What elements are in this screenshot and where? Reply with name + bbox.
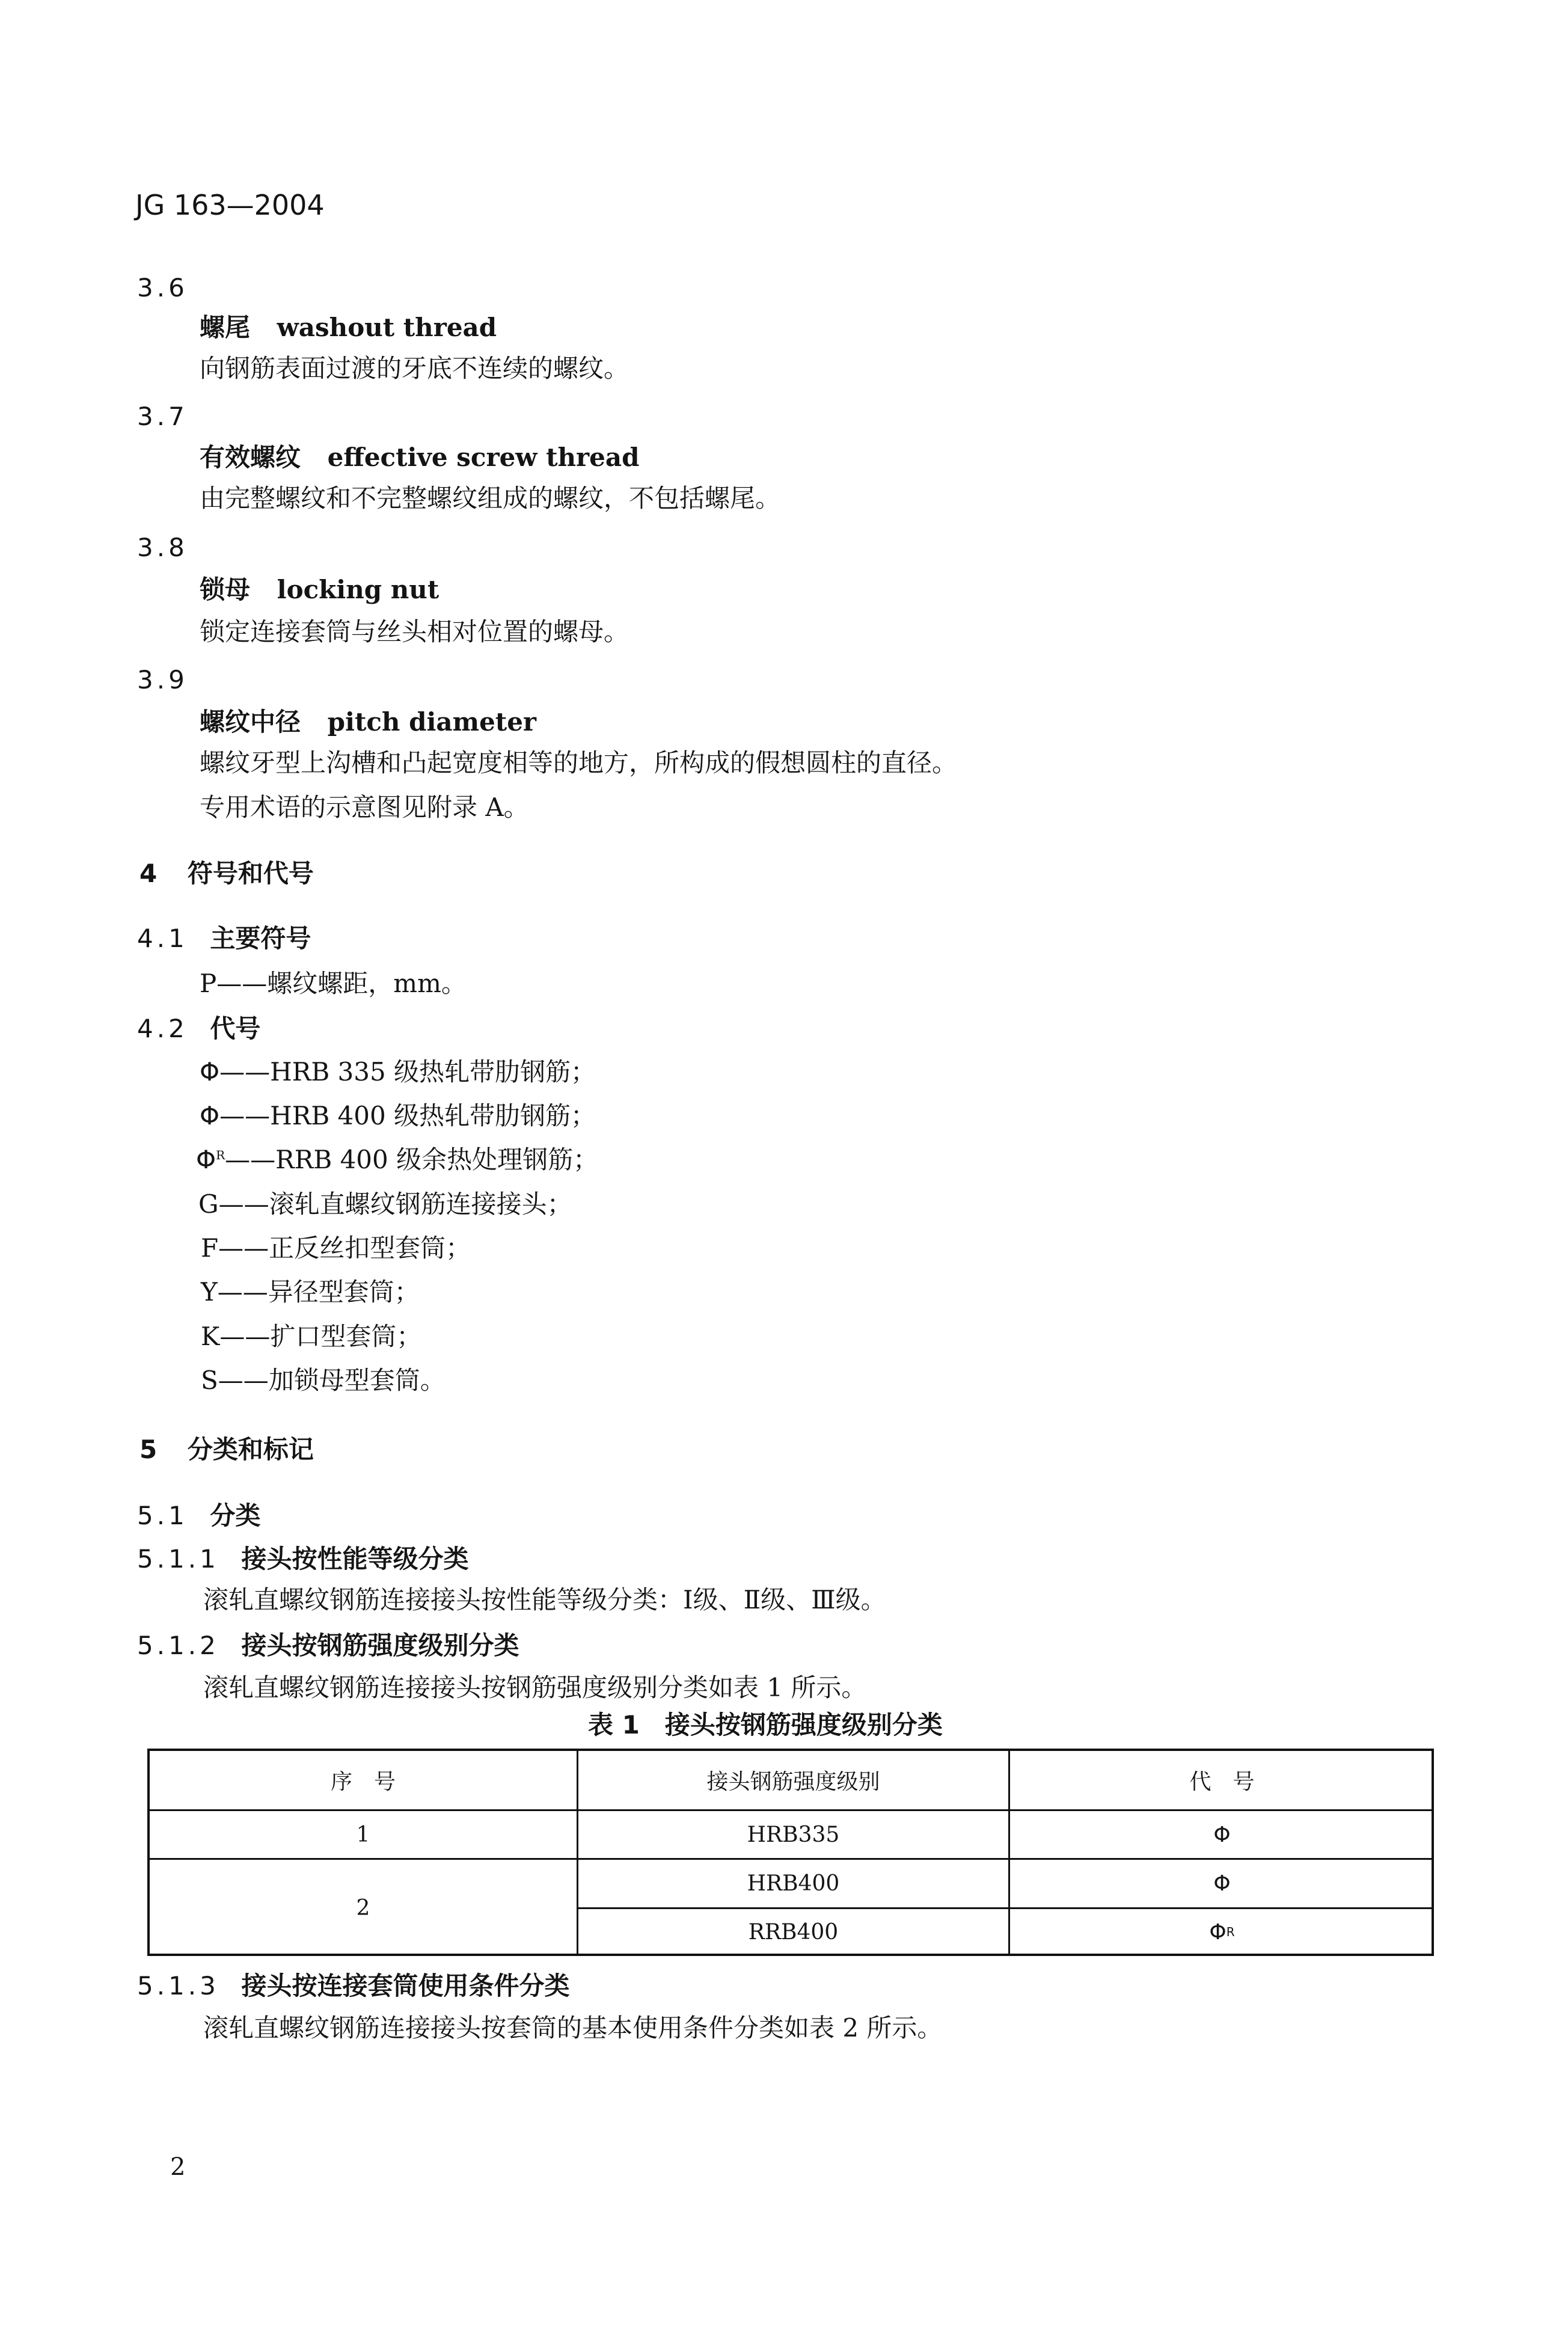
paragraph: 滚轧直螺纹钢筋连接接头按钢筋强度级别分类如表 1 所示。 bbox=[203, 1673, 867, 1702]
term-en: washout thread bbox=[277, 313, 497, 342]
section-number: 4 bbox=[139, 859, 158, 888]
term-title bbox=[200, 315, 497, 340]
code-item: Y——异径型套筒； bbox=[201, 1277, 420, 1307]
term-en: locking nut bbox=[277, 575, 439, 604]
term-definition: 锁定连接套筒与丝头相对位置的螺母。 bbox=[200, 617, 629, 646]
section-title: 分类和标记 bbox=[187, 1435, 314, 1464]
term-en: pitch diameter bbox=[327, 707, 537, 737]
code-item: Φ——HRB 400 级热轧带肋钢筋； bbox=[200, 1101, 596, 1130]
term-title bbox=[200, 707, 537, 737]
table-cell: Φ bbox=[1213, 1871, 1231, 1896]
term-number: 3.9 bbox=[137, 665, 188, 694]
code-item: G——滚轧直螺纹钢筋连接接头； bbox=[198, 1189, 572, 1219]
subsection-title: 接头按性能等级分类 bbox=[241, 1544, 469, 1574]
term-zh: 有效螺纹 bbox=[200, 443, 301, 472]
term-definition: 螺纹牙型上沟槽和凸起宽度相等的地方，所构成的假想圆柱的直径。 bbox=[200, 748, 958, 777]
term-number: 3.6 bbox=[137, 273, 188, 302]
table-cell: HRB400 bbox=[747, 1871, 840, 1896]
section-title: 符号和代号 bbox=[187, 859, 314, 888]
subsection-heading bbox=[137, 1973, 570, 1999]
paragraph: 滚轧直螺纹钢筋连接接头按性能等级分类：Ⅰ级、Ⅱ级、Ⅲ级。 bbox=[203, 1585, 886, 1614]
table-cell: HRB335 bbox=[747, 1822, 840, 1847]
table-caption: 表 1 接头按钢筋强度级别分类 bbox=[588, 1710, 943, 1740]
subsection-title: 主要符号 bbox=[210, 924, 311, 953]
term-zh: 螺尾 bbox=[200, 313, 251, 342]
subsection-title: 接头按连接套筒使用条件分类 bbox=[241, 1971, 570, 2000]
subsection-heading bbox=[137, 1633, 519, 1658]
section-heading bbox=[139, 1437, 314, 1462]
term-en: effective screw thread bbox=[327, 443, 640, 472]
paragraph: 滚轧直螺纹钢筋连接接头按套筒的基本使用条件分类如表 2 所示。 bbox=[203, 2013, 943, 2043]
page-number: 2 bbox=[170, 2153, 186, 2181]
term-title bbox=[200, 577, 439, 602]
subsection-title: 分类 bbox=[210, 1501, 261, 1530]
table-cell: 1 bbox=[356, 1822, 370, 1847]
subsection-title: 接头按钢筋强度级别分类 bbox=[241, 1631, 519, 1660]
term-number: 3.8 bbox=[137, 533, 188, 562]
table-cell: RRB400 bbox=[748, 1919, 839, 1945]
symbol-definition: P——螺纹螺距，mm。 bbox=[200, 969, 467, 998]
subsection-heading bbox=[137, 1503, 260, 1528]
subsection-heading bbox=[137, 926, 311, 951]
subsection-number: 5.1.2 bbox=[137, 1631, 219, 1660]
subsection-number: 5.1 bbox=[137, 1501, 188, 1530]
table-header-cell: 接头钢筋强度级别 bbox=[706, 1770, 880, 1794]
appendix-note: 专用术语的示意图见附录 A。 bbox=[200, 793, 529, 822]
code-item: Φ——HRB 335 级热轧带肋钢筋； bbox=[200, 1057, 596, 1087]
section-number: 5 bbox=[139, 1435, 158, 1464]
code-item: S——加锁母型套筒。 bbox=[201, 1366, 446, 1395]
term-definition: 向钢筋表面过渡的牙底不连续的螺纹。 bbox=[200, 354, 629, 383]
subsection-number: 5.1.3 bbox=[137, 1971, 219, 2000]
term-title bbox=[200, 445, 639, 470]
table-cell: Φ R bbox=[1209, 1919, 1235, 1945]
subsection-title: 代号 bbox=[210, 1014, 261, 1043]
table-header-cell: 序 号 bbox=[330, 1770, 396, 1794]
code-item: F——正反丝扣型套筒； bbox=[201, 1233, 471, 1263]
subsection-number: 4.2 bbox=[137, 1014, 188, 1043]
term-definition: 由完整螺纹和不完整螺纹组成的螺纹，不包括螺尾。 bbox=[200, 483, 781, 513]
table-cell: 2 bbox=[356, 1895, 370, 1921]
subsection-number: 4.1 bbox=[137, 924, 188, 953]
subsection-heading bbox=[137, 1016, 260, 1041]
table-cell: Φ bbox=[1213, 1822, 1231, 1847]
subsection-number: 5.1.1 bbox=[137, 1544, 219, 1574]
code-item: K——扩口型套筒； bbox=[201, 1322, 422, 1351]
standard-code: JG 163—2004 bbox=[135, 189, 325, 221]
subsection-heading bbox=[137, 1544, 469, 1574]
code-item: $\Phi^R——RRB$ 400 级余热处理钢筋； bbox=[196, 1145, 599, 1174]
table-header-cell: 代 号 bbox=[1189, 1770, 1255, 1794]
term-zh: 螺纹中径 bbox=[200, 707, 301, 737]
term-number: 3.7 bbox=[137, 402, 188, 431]
term-zh: 锁母 bbox=[200, 575, 251, 604]
table-1 bbox=[147, 1749, 1434, 1956]
section-heading bbox=[139, 861, 314, 886]
